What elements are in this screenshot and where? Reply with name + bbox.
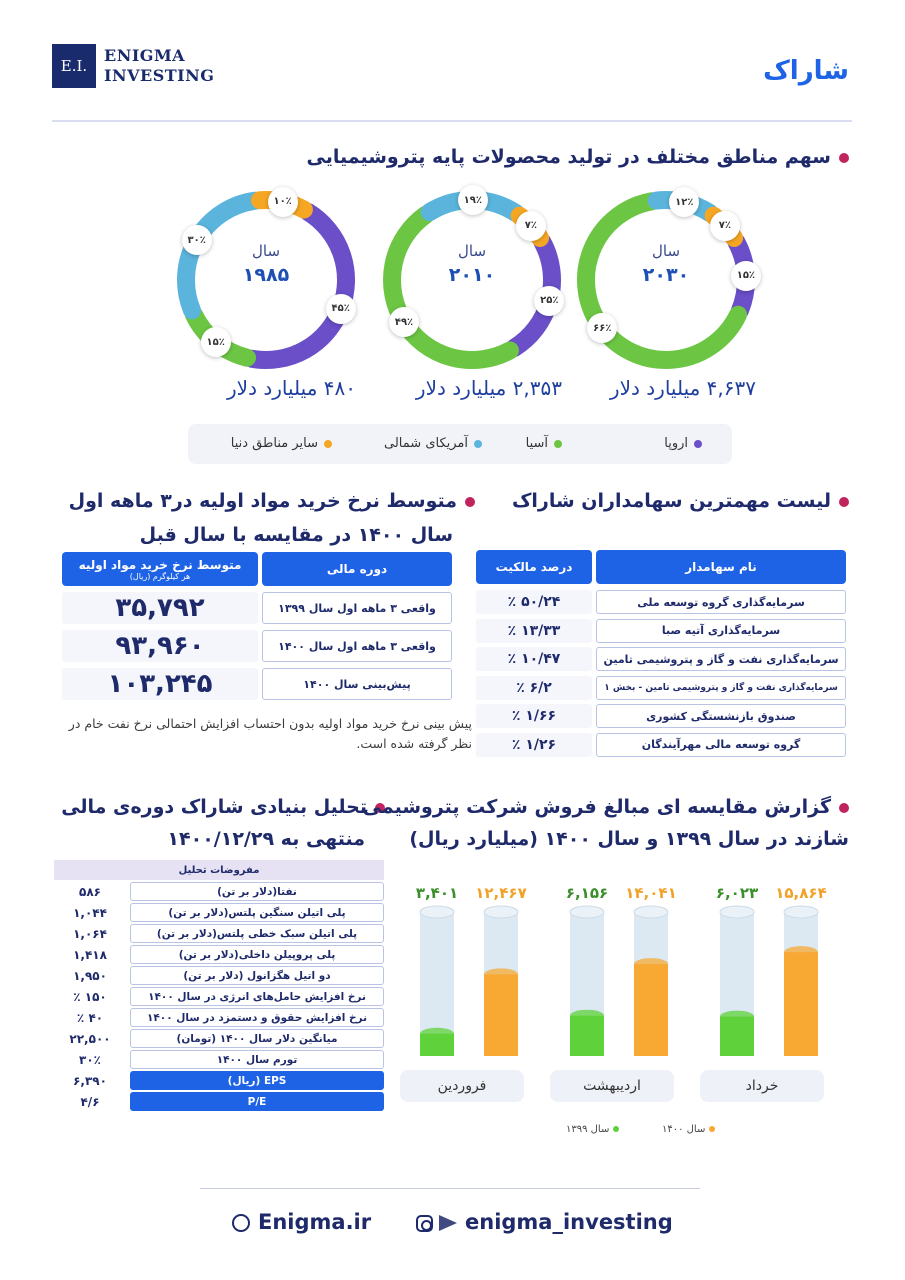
bar-value-label: ۱۴,۰۴۱ (625, 884, 677, 902)
bar-top (484, 968, 518, 980)
donut-total: ۴۸۰ میلیارد دلار (227, 376, 356, 400)
bullet-icon (839, 803, 849, 813)
bar-glass-top (784, 906, 818, 918)
feed-value: ۳۵,۷۹۲ (62, 592, 258, 624)
bar (784, 952, 818, 1056)
bar (484, 974, 518, 1056)
bar-glass-top (720, 906, 754, 918)
donut-year-label: سال (457, 242, 487, 260)
assumption-value: ۴۰ ٪ (76, 1010, 104, 1025)
feed-title: متوسط نرخ خرید مواد اولیه در۳ ماهه اول (69, 490, 475, 512)
feed-period: واقعی ۳ ماهه اول سال ۱۴۰۰ (262, 630, 452, 662)
bar-glass-top (570, 906, 604, 918)
assumption-label: میانگین دلار سال ۱۴۰۰ (تومان) (130, 1029, 384, 1048)
assumption-value: ۵۸۶ (79, 884, 101, 899)
donut-year: ۲۰۱۰ (448, 264, 496, 286)
slice-label: ۶۶٪ (587, 313, 617, 343)
donut-year-label: سال (651, 242, 681, 260)
bar-glass-top (634, 906, 668, 918)
feed-period: پیش‌بینی سال ۱۴۰۰ (262, 668, 452, 700)
regions-legend (188, 424, 732, 464)
slice-label: ۱۵٪ (201, 327, 231, 357)
assumption-value: ۴/۶ (80, 1094, 100, 1109)
bar (634, 964, 668, 1056)
footer-divider (200, 1188, 700, 1189)
slice-label: ۷٪ (516, 211, 546, 241)
regions-title: سهم مناطق مختلف در تولید محصولات پایه پتروشیمیایی (306, 146, 849, 168)
shareholder-percent: ۱/۶۶ ٪ (476, 704, 592, 728)
bar-top (420, 1028, 454, 1040)
bar-value-label: ۳,۴۰۱ (415, 884, 459, 902)
sales-chart (412, 866, 846, 1106)
assumption-value: ۲۲,۵۰۰ (69, 1031, 111, 1046)
bullet-icon (839, 497, 849, 507)
assumption-label: نرخ افزایش حامل‌های انرژی در سال ۱۴۰۰ (130, 987, 384, 1006)
donut-year: ۲۰۳۰ (642, 264, 690, 286)
logo-line1: ENIGMA (104, 46, 186, 65)
instagram-icon (416, 1215, 433, 1232)
assumption-label: تورم سال ۱۴۰۰ (130, 1050, 384, 1069)
globe-icon (232, 1214, 250, 1232)
assumptions-subtitle: منتهی به ۱۴۰۰/۱۲/۲۹ (167, 828, 365, 850)
telegram-icon (439, 1215, 457, 1231)
feed-col-period: دوره مالی (262, 552, 452, 586)
shareholder-percent: ۱/۲۶ ٪ (476, 733, 592, 757)
bar-value-label: ۱۲,۴۶۷ (475, 884, 527, 902)
sales-subtitle: شازند در سال ۱۳۹۹ و سال ۱۴۰۰ (میلیارد ریال) (409, 828, 849, 850)
shareholder-name: سرمایه‌گذاری نفت و گاز و پتروشیمی تامین (596, 647, 846, 671)
sales-legend-1399: سال ۱۳۹۹ (566, 1124, 619, 1135)
feed-value: ۱۰۳,۲۴۵ (62, 668, 258, 700)
donut-year-label: سال (251, 242, 281, 260)
assumption-label: دو اتیل هگزانول (دلار بر تن) (130, 966, 384, 985)
shareholders-title: لیست مهمترین سهامداران شاراک (512, 490, 849, 512)
slice-label: ۱۵٪ (731, 261, 761, 291)
slice-label: ۱۰٪ (268, 187, 298, 217)
slice-label: ۴۵٪ (326, 294, 356, 324)
assumption-label: P/E (130, 1092, 384, 1111)
assumption-label: پلی اتیلن سبک خطی پلتس(دلار بر تن) (130, 924, 384, 943)
month-label: خرداد (700, 1070, 824, 1102)
bar-value-label: ۶,۰۲۳ (715, 884, 759, 902)
assumption-label: نفتا(دلار بر تن) (130, 882, 384, 901)
bar-glass-top (484, 906, 518, 918)
bar-top (720, 1011, 754, 1023)
shareholder-percent: ۱۳/۳۳ ٪ (476, 619, 592, 643)
assumption-value: ۱,۰۶۴ (73, 926, 107, 941)
donut-1 (566, 180, 766, 380)
bar-value-label: ۱۵,۸۶۴ (775, 884, 827, 902)
legend-item-europe: اروپا (664, 436, 702, 451)
assumption-value: ۱,۹۵۰ (73, 968, 107, 983)
slice-label: ۱۹٪ (458, 185, 488, 215)
logo-line2: INVESTING (104, 66, 215, 85)
bar-value-label: ۶,۱۵۶ (565, 884, 609, 902)
legend-item-north-america: آمریکای شمالی (384, 436, 482, 451)
shareholder-percent: ۶/۲ ٪ (476, 676, 592, 700)
assumptions-title: تحلیل بنیادی شاراک دوره‌ی مالی (61, 796, 385, 818)
slice-label: ۲۵٪ (534, 286, 564, 316)
slice-label: ۳۰٪ (182, 225, 212, 255)
footer-site[interactable]: Enigma.ir (232, 1210, 371, 1234)
assumption-value: ۶,۳۹۰ (73, 1073, 107, 1088)
feed-note: پیش بینی نرخ خرید مواد اولیه بدون احتساب افزایش احتمالی نرخ نفت خام در نظر گرفته شده است. (68, 716, 472, 751)
logo-mark: E.I. (52, 44, 96, 88)
feed-col-rate: متوسط نرخ خرید مواد اولیه هر کیلوگرم (ریال) (62, 552, 258, 586)
sales-legend-1400: سال ۱۴۰۰ (662, 1124, 715, 1135)
bar-top (634, 958, 668, 970)
shareholders-col-name: نام سهامدار (596, 550, 846, 584)
shareholder-percent: ۱۰/۴۷ ٪ (476, 647, 592, 671)
shareholder-name: صندوق بازنشستگی کشوری (596, 704, 846, 728)
assumption-label: پلی پروپیلن داخلی(دلار بر تن) (130, 945, 384, 964)
donut-slice (392, 215, 510, 360)
bullet-icon (465, 497, 475, 507)
feed-value: ۹۳,۹۶۰ (62, 630, 258, 662)
slice-label: ۱۲٪ (669, 187, 699, 217)
assumption-value: ۱۵۰ ٪ (73, 989, 107, 1004)
shareholder-name: سرمایه‌گذاری گروه توسعه ملی (596, 590, 846, 614)
slice-label: ۴۹٪ (389, 307, 419, 337)
shareholder-percent: ۵۰/۲۴ ٪ (476, 590, 592, 614)
donut-3 (166, 180, 366, 380)
assumption-label: پلی اتیلن سنگین پلتس(دلار بر تن) (130, 903, 384, 922)
donut-total: ۴,۶۳۷ میلیارد دلار (609, 376, 756, 400)
donut-year: ۱۹۸۵ (242, 264, 290, 286)
sales-title: گزارش مقایسه ای مبالغ فروش شرکت پتروشیمی (363, 796, 849, 818)
assumption-value: ۱,۰۴۴ (73, 905, 107, 920)
bar-glass-top (420, 906, 454, 918)
slice-label: ۷٪ (710, 211, 740, 241)
feed-subtitle: سال ۱۴۰۰ در مقایسه با سال قبل (139, 524, 453, 546)
shareholder-name: گروه توسعه مالی مهرآیندگان (596, 733, 846, 757)
month-label: فروردین (400, 1070, 524, 1102)
donut-total: ۲,۳۵۳ میلیارد دلار (415, 376, 562, 400)
assumption-label: EPS (ریال) (130, 1071, 384, 1090)
header-divider (52, 120, 852, 122)
feed-period: واقعی ۳ ماهه اول سال ۱۳۹۹ (262, 592, 452, 624)
shareholder-name: سرمایه‌گذاری آتیه صبا (596, 619, 846, 643)
page-title: شاراک (763, 56, 849, 86)
bullet-icon (839, 153, 849, 163)
logo-text (104, 46, 214, 86)
shareholders-col-percent: درصد مالکیت (476, 550, 592, 584)
month-label: اردیبهشت (550, 1070, 674, 1102)
shareholder-name: سرمایه‌گذاری نفت و گاز و پتروشیمی تامین - بخش ۱ (596, 676, 846, 700)
legend-item-rest-of-world: سایر مناطق دنیا (231, 436, 332, 451)
assumption-value: ۱,۴۱۸ (73, 947, 107, 962)
bar-top (784, 946, 818, 958)
donut-2 (372, 180, 572, 380)
bar (570, 1016, 604, 1056)
bar-top (570, 1010, 604, 1022)
assumption-value: ۳۰٪ (79, 1052, 101, 1067)
footer-handle[interactable]: enigma_investing (416, 1210, 673, 1234)
legend-item-asia: آسیا (526, 436, 562, 451)
assumption-label: نرخ افزایش حقوق و دستمزد در سال ۱۴۰۰ (130, 1008, 384, 1027)
assumptions-header: مفروضات تحلیل (54, 860, 384, 880)
